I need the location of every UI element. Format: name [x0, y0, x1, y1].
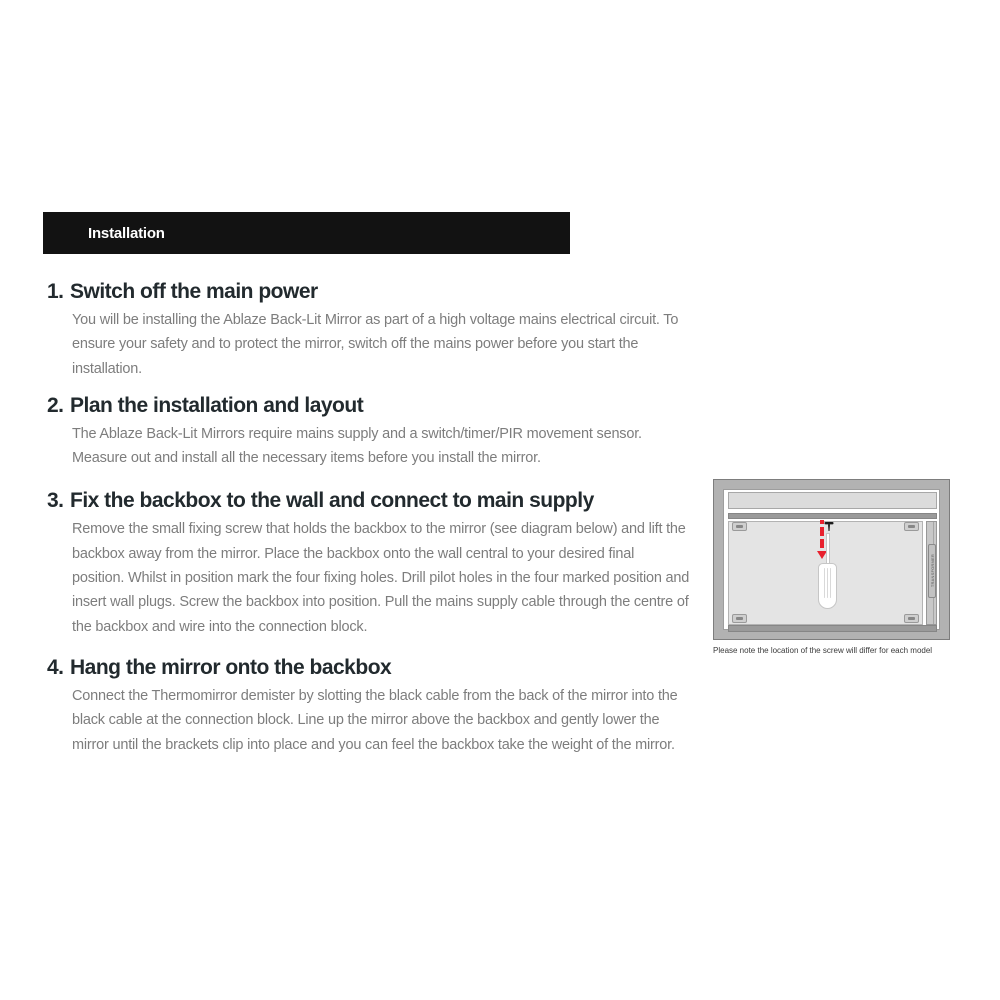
corner-bracket-top-left: [732, 522, 747, 531]
step-3: [43, 487, 693, 638]
diagram-caption: Please note the location of the screw will differ for each model: [713, 646, 933, 655]
backbox-diagram: [713, 479, 950, 640]
section-header-label: Installation: [88, 224, 165, 242]
screwdriver-shaft: [826, 533, 830, 564]
step-4: [43, 654, 693, 757]
step-2-title: Plan the installation and layout: [70, 393, 364, 417]
screwdriver-icon: [818, 563, 837, 609]
section-header-bar: [43, 212, 570, 254]
step-2-heading: [43, 392, 693, 419]
step-3-body: Remove the small fixing screw that holds the backbox to the mirror (see diagram below) and lift the backbox away from the mirror. Place the backbox onto the wall central to your desired final position. Whilst in position mark the four fixing holes. Drill pilot holes in the four marked position and insert wall plugs. Screw the backbox into position. Pull the mains supply cable through the centre of the backbox and wire into the connection block.: [72, 521, 690, 635]
step-3-heading: [43, 487, 693, 514]
transformer-label-box: [928, 544, 936, 598]
screw-icon: [823, 521, 835, 533]
transformer-label: TRANSFORMER: [929, 554, 935, 588]
step-2-body: The Ablaze Back-Lit Mirrors require mains supply and a switch/timer/PIR movement sensor. Measure out and install all the necessary items before you install the mirror.: [72, 425, 642, 467]
backbox-bottom-rail: [728, 625, 937, 632]
step-1-heading: [43, 278, 693, 305]
step-1-title: Switch off the main power: [70, 280, 318, 303]
step-4-heading: [43, 654, 693, 681]
backbox-top-band: [728, 492, 937, 509]
step-2-number: 2.: [47, 393, 64, 417]
corner-bracket-bottom-right: [904, 614, 919, 623]
step-2: [43, 392, 693, 471]
step-4-body: Connect the Thermomirror demister by slotting the black cable from the back of the mirror into the black cable at the connection block. Line up the mirror above the backbox and gently lower the mirror until the brackets clip into place and you can feel the backbox take the weight of the mirror.: [72, 687, 678, 753]
step-3-number: 3.: [47, 489, 64, 513]
step-4-number: 4.: [47, 655, 64, 679]
corner-bracket-bottom-left: [732, 614, 747, 623]
step-4-title: Hang the mirror onto the backbox: [70, 655, 392, 679]
backbox-top-rail: [728, 513, 937, 519]
step-1-number: 1.: [47, 280, 64, 303]
step-3-title: Fix the backbox to the wall and connect to main supply: [70, 489, 594, 513]
corner-bracket-top-right: [904, 522, 919, 531]
instructions-list: [43, 254, 693, 757]
step-1-body: You will be installing the Ablaze Back-Lit Mirror as part of a high voltage mains electrical circuit. To ensure your safety and to protect the mirror, switch off the mains power before you start the installation.: [72, 312, 679, 377]
step-1: [43, 278, 693, 381]
